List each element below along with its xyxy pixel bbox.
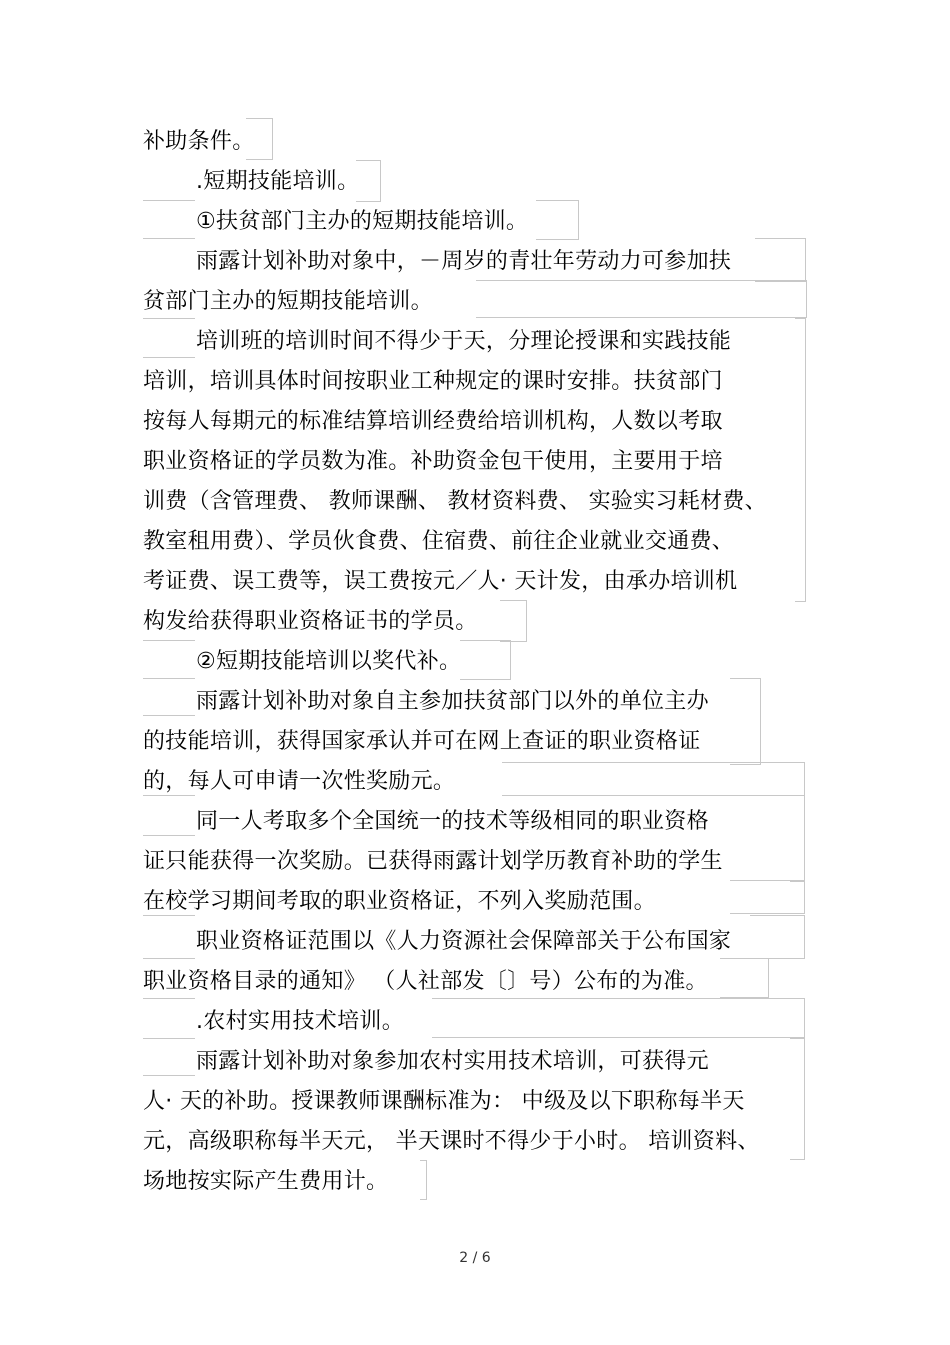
text-line: 证只能获得一次奖励。已获得雨露计划学历教育补助的学生 [143, 849, 723, 874]
text-line: 元，高级职称每半天元， 半天课时不得少于小时。 培训资料、 [143, 1129, 760, 1154]
text-line: 职业资格证的学员数为准。补助资金包干使用，主要用于培 [143, 449, 723, 474]
text-line: 同一人考取多个全国统一的技术等级相同的职业资格 [196, 809, 709, 834]
layout-box [460, 640, 511, 680]
text-line: 按每人每期元的标准结算培训经费给培训机构，人数以考取 [143, 409, 723, 434]
layout-box [790, 795, 805, 882]
text-line: 职业资格目录的通知》 （人社部发〔〕号）公布的为准。 [143, 969, 708, 994]
text-line: 的技能培训，获得国家承认并可在网上查证的职业资格证 [143, 729, 701, 754]
text-line: 雨露计划补助对象中，－周岁的青壮年劳动力可参加扶 [196, 249, 732, 274]
layout-box [502, 762, 805, 796]
layout-box [356, 160, 381, 202]
indent-rule [143, 958, 195, 959]
text-line: 职业资格证范围以《人力资源社会保障部关于公布国家 [196, 929, 732, 954]
layout-box [536, 200, 579, 240]
layout-box [750, 915, 805, 959]
layout-box [432, 998, 805, 1038]
text-line: 构发给获得职业资格证书的学员。 [143, 609, 478, 634]
text-line: 考证费、误工费等，误工费按元／人· 天计发，由承办培训机 [143, 569, 738, 594]
text-line: 在校学习期间考取的职业资格证，不列入奖励范围。 [143, 889, 656, 914]
indent-rule [143, 200, 195, 201]
layout-box [790, 1038, 805, 1160]
indent-rule [143, 998, 195, 999]
text-line: 教室租用费）、学员伙食费、住宿费、前往企业就业交通费、 [143, 529, 735, 554]
indent-rule [143, 238, 195, 239]
layout-box [476, 280, 807, 318]
text-line: 雨露计划补助对象自主参加扶贫部门以外的单位主办 [196, 689, 709, 714]
indent-rule [143, 715, 195, 716]
indent-rule [143, 318, 195, 319]
layout-box [730, 678, 761, 765]
indent-rule [143, 1075, 195, 1076]
text-line: 训费（含管理费、 教师课酬、 教材资料费、 实验实习耗材费、 [143, 489, 767, 514]
text-line: 培训班的培训时间不得少于天，分理论授课和实践技能 [196, 329, 732, 354]
layout-box [500, 600, 527, 642]
text-line: 补助条件。 [143, 129, 255, 154]
layout-box [730, 880, 805, 914]
page-number: 2 / 6 [459, 1250, 491, 1266]
subsection-heading: ②短期技能培训以奖代补。 [196, 649, 462, 674]
section-heading: .农村实用技术培训。 [196, 1009, 404, 1034]
indent-rule [143, 1038, 195, 1039]
text-line: 培训，培训具体时间按职业工种规定的课时安排。扶贫部门 [143, 369, 723, 394]
indent-rule [143, 678, 195, 679]
layout-box [420, 1160, 427, 1200]
layout-box [720, 958, 769, 998]
indent-rule [143, 357, 195, 358]
text-line: 人· 天的补助。授课教师课酬标准为： 中级及以下职称每半天 [143, 1089, 745, 1114]
text-line: 雨露计划补助对象参加农村实用技术培训，可获得元 [196, 1049, 709, 1074]
text-line: 的，每人可申请一次性奖励元。 [143, 769, 456, 794]
subsection-heading: ①扶贫部门主办的短期技能培训。 [196, 209, 529, 234]
indent-rule [143, 835, 195, 836]
section-heading: .短期技能培训。 [196, 169, 360, 194]
text-line: 贫部门主办的短期技能培训。 [143, 289, 433, 314]
indent-rule [143, 640, 195, 641]
text-line: 场地按实际产生费用计。 [143, 1169, 389, 1194]
layout-box [755, 238, 806, 282]
layout-box [795, 318, 806, 602]
